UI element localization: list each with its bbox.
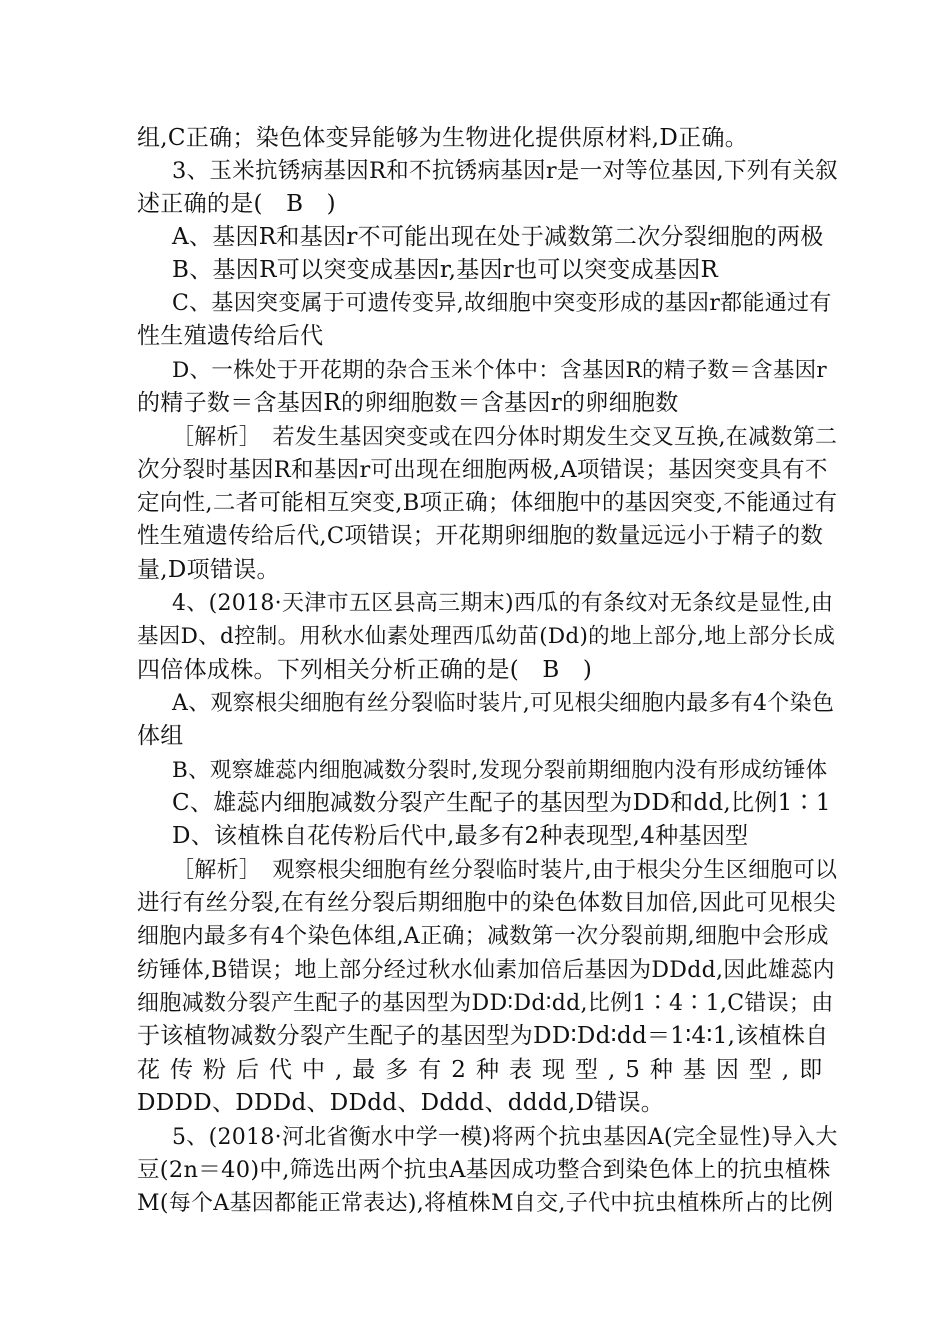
question-4-stem-cont: 基因D、d控制。用秋水仙素处理西瓜幼苗(Dd)的地上部分,地上部分长成: [137, 624, 836, 649]
analysis-3-cont: 性生殖遗传给后代,C项错误；开花期卵细胞的数量远远小于精子的数: [137, 523, 824, 549]
analysis-4-cont: 进行有丝分裂,在有丝分裂后期细胞中的染色体数目加倍,因此可见根尖: [137, 890, 836, 916]
question-3-stem-cont: 述正确的是( B ): [137, 191, 336, 217]
option-b: B、基因R可以突变成基因r,基因r也可以突变成基因R: [172, 257, 719, 283]
analysis-3-cont: 量,D项错误。: [137, 557, 280, 583]
option-d: D、一株处于开花期的杂合玉米个体中：含基因R的精子数＝含基因r: [172, 358, 828, 383]
question-5-stem-cont: M(每个A基因都能正常表达),将植株M自交,子代中抗虫植株所占的比例: [137, 1191, 834, 1216]
analysis-3-cont: 定向性,二者可能相互突变,B项正确；体细胞中的基因突变,不能通过有: [137, 490, 838, 516]
option-a: A、观察根尖细胞有丝分裂临时装片,可见根尖细胞内最多有4个染色: [172, 691, 835, 716]
analysis-3-cont: 次分裂时基因R和基因r可出现在细胞两极,A项错误；基因突变具有不: [137, 457, 828, 483]
option-c: C、基因突变属于可遗传变异,故细胞中突变形成的基因r都能通过有: [172, 291, 832, 316]
analysis-4: ［解析］ 观察根尖细胞有丝分裂临时装片,由于根尖分生区细胞可以: [172, 858, 838, 883]
analysis-4-cont: 细胞内最多有4个染色体组,A正确；减数第一次分裂前期,细胞中会形成: [137, 924, 829, 949]
text-line: 组,C正确；染色体变异能够为生物进化提供原材料,D正确。: [137, 125, 749, 151]
option-a-cont: 体组: [137, 723, 184, 749]
option-d-cont: 的精子数＝含基因R的卵细胞数＝含基因r的卵细胞数: [137, 390, 679, 416]
analysis-4-cont: 细胞减数分裂产生配子的基因型为DD∶Dd∶dd,比例1∶4∶1,C错误；由: [137, 991, 834, 1016]
question-5-stem-cont: 豆(2n＝40)中,筛选出两个抗虫A基因成功整合到染色体上的抗虫植株: [137, 1157, 831, 1183]
analysis-4-cont: 花传粉后代中,最多有2种表现型,5种基因型,即: [137, 1057, 833, 1083]
analysis-4-cont: 于该植物减数分裂产生配子的基因型为DD∶Dd∶dd＝1∶4∶1,该植株自: [137, 1023, 829, 1049]
question-4-stem: 4、(2018·天津市五区县高三期末)西瓜的有条纹对无条纹是显性,由: [172, 591, 834, 616]
option-a: A、基因R和基因r不可能出现在处于减数第二次分裂细胞的两极: [172, 224, 824, 250]
option-c-cont: 性生殖遗传给后代: [137, 323, 324, 349]
option-d: D、该植株自花传粉后代中,最多有2种表现型,4种基因型: [172, 823, 749, 849]
option-c: C、雄蕊内细胞减数分裂产生配子的基因型为DD和dd,比例1∶1: [172, 790, 831, 816]
option-b: B、观察雄蕊内细胞减数分裂时,发现分裂前期细胞内没有形成纺锤体: [172, 758, 828, 783]
question-4-stem-cont: 四倍体成株。下列相关分析正确的是( B ): [137, 657, 593, 683]
question-5-stem: 5、(2018·河北省衡水中学一模)将两个抗虫基因A(完全显性)导入大: [172, 1125, 838, 1150]
analysis-4-cont: 纺锤体,B错误；地上部分经过秋水仙素加倍后基因为DDdd,因此雄蕊内: [137, 958, 835, 983]
analysis-4-cont: DDDD、DDDd、DDdd、Dddd、dddd,D错误。: [137, 1090, 665, 1116]
question-3-stem: 3、玉米抗锈病基因R和不抗锈病基因r是一对等位基因,下列有关叙: [172, 158, 838, 184]
analysis-3: ［解析］ 若发生基因突变或在四分体时期发生交叉互换,在减数第二: [172, 425, 838, 450]
